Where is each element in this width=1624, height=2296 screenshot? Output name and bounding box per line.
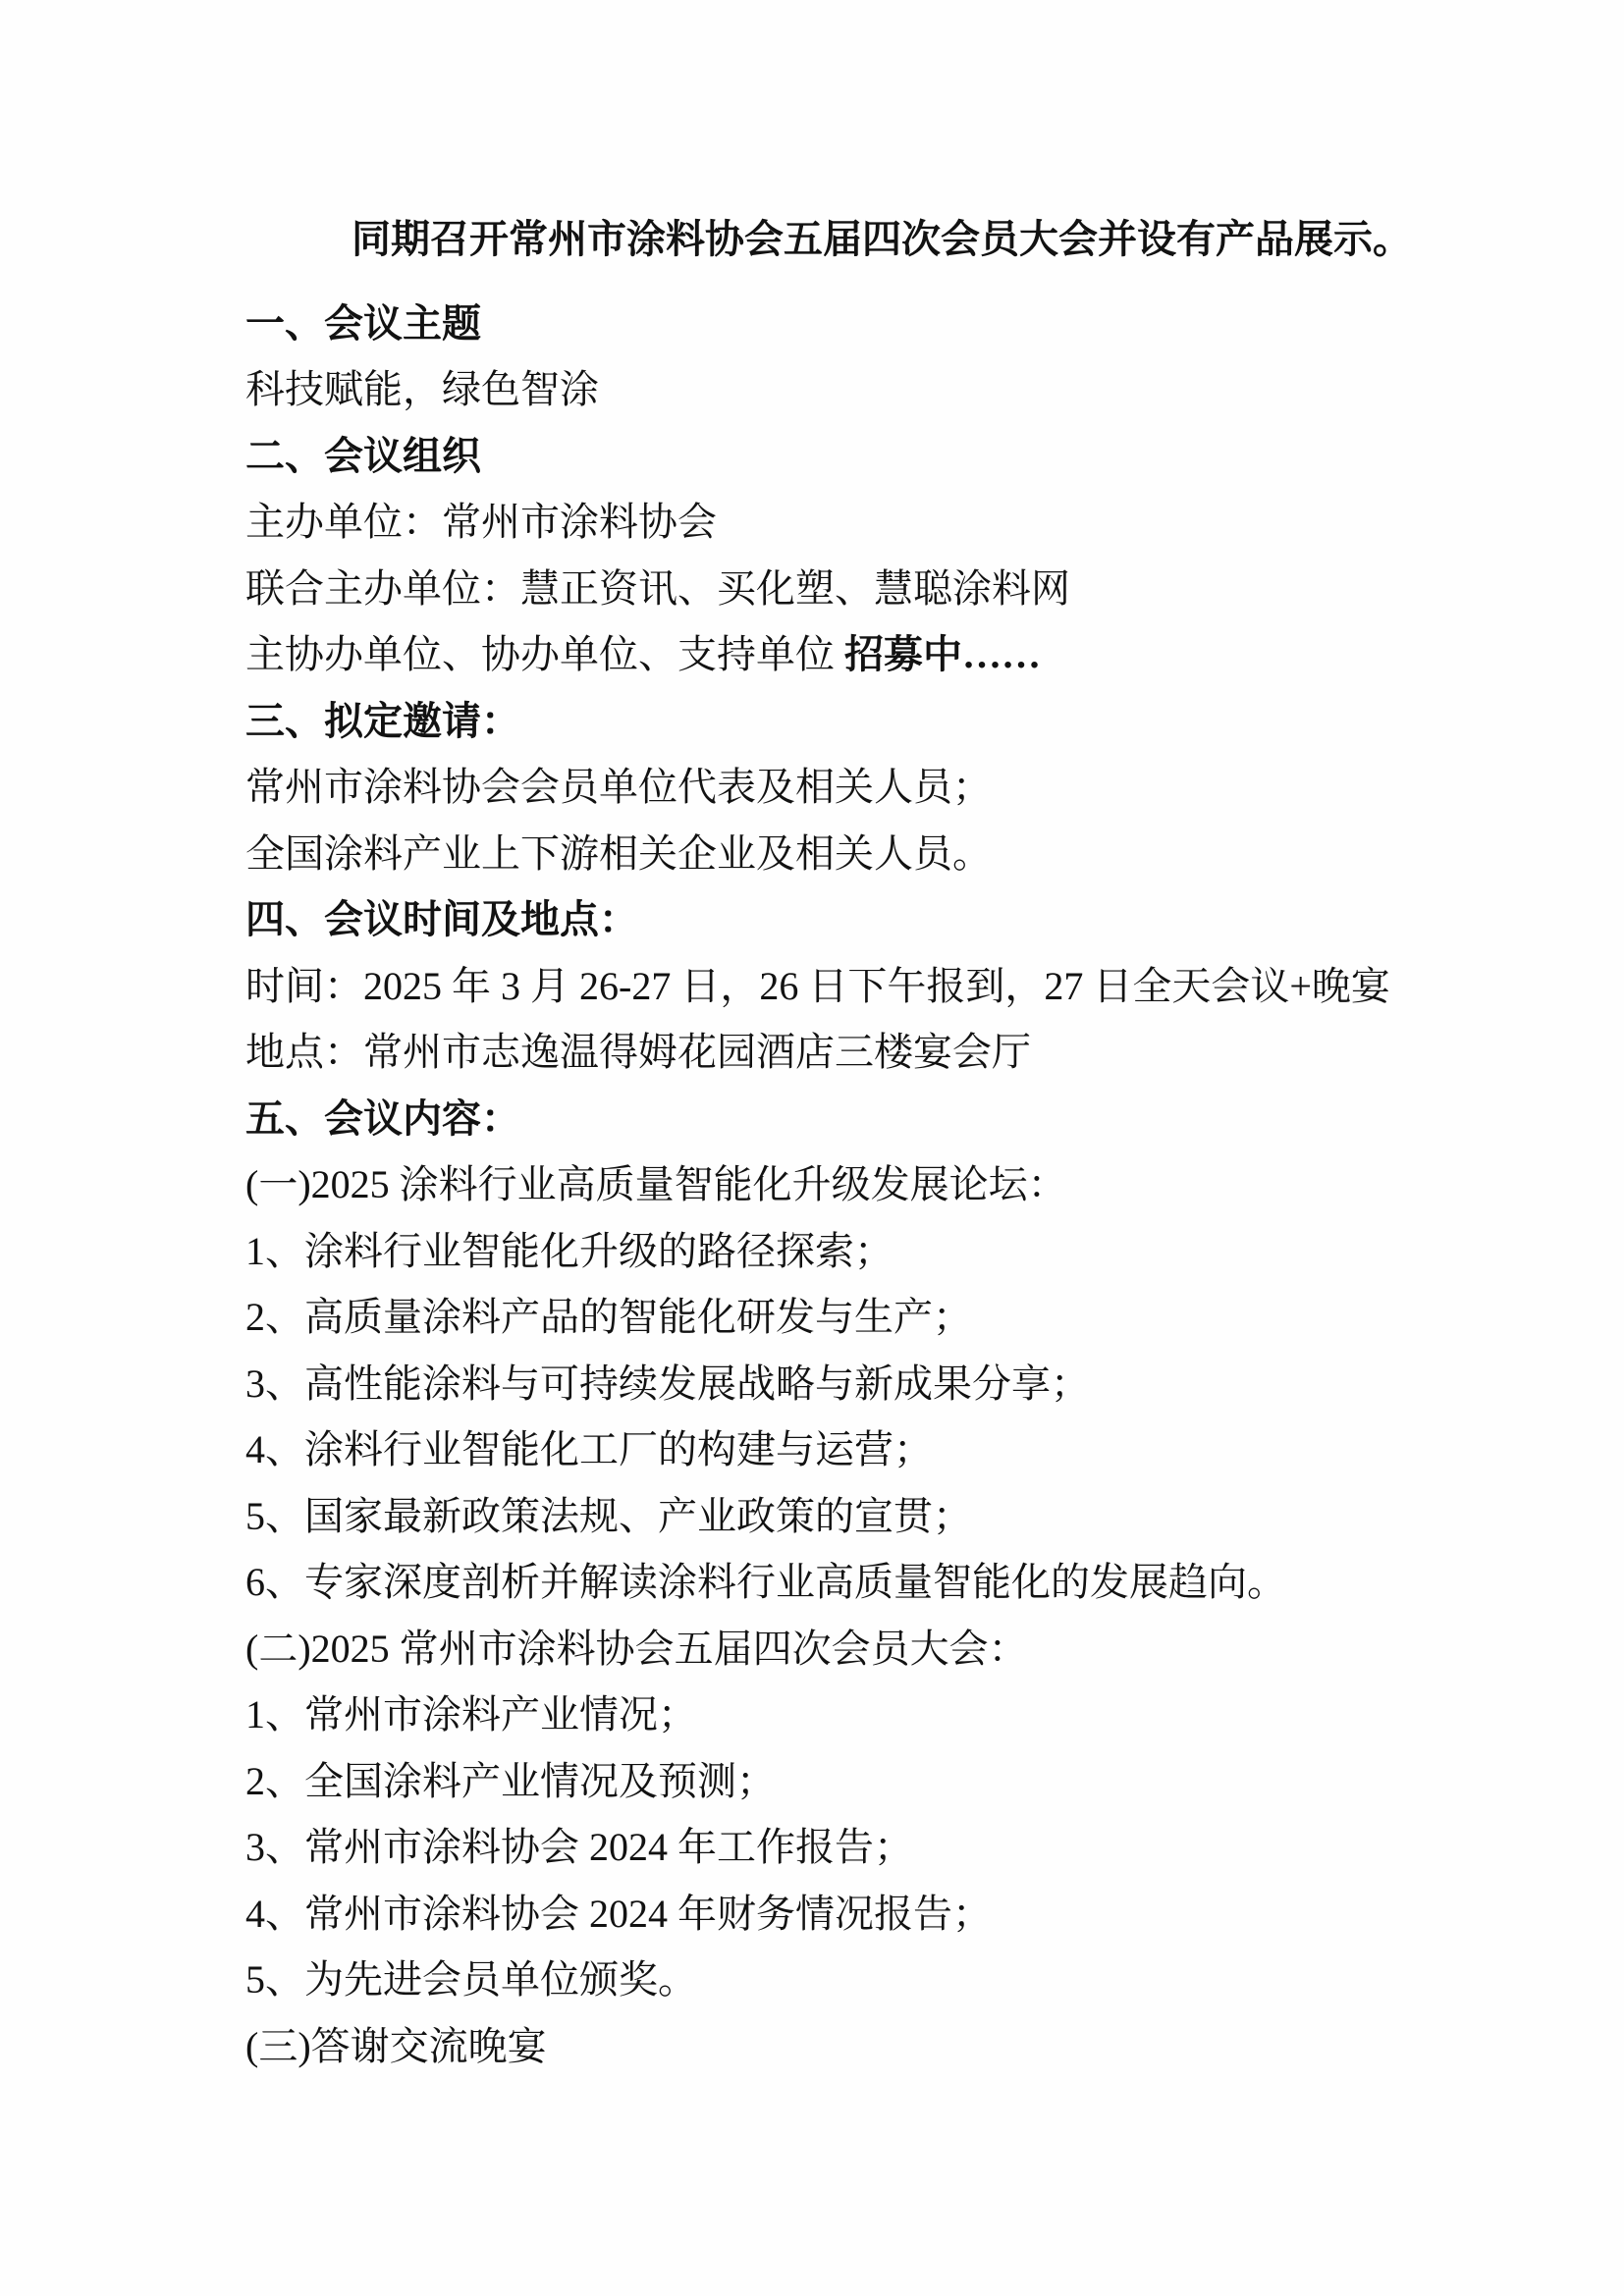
text-line-heading-4 bbox=[245, 886, 1483, 953]
text-run: 四、会议时间及地点： bbox=[245, 897, 638, 941]
text-run: 3、常州市涂料协会 2024 年工作报告； bbox=[245, 1825, 913, 1869]
text-line-heading-3 bbox=[245, 688, 1483, 755]
text-line-part-2-item-2 bbox=[245, 1748, 1483, 1815]
text-run: 二、会议组织 bbox=[245, 433, 481, 478]
text-run: (一)2025 涂料行业高质量智能化升级发展论坛： bbox=[245, 1162, 1067, 1206]
text-run: 时间：2025 年 3 月 26-27 日，26 日下午报到，27 日全天会议+晚宴 bbox=[245, 963, 1390, 1008]
text-run: 3、高性能涂料与可持续发展战略与新成果分享； bbox=[245, 1361, 1090, 1406]
text-line-joint-host-unit bbox=[245, 556, 1483, 622]
text-line-support-units bbox=[245, 621, 1483, 688]
text-line-heading-5 bbox=[245, 1086, 1483, 1152]
text-run: 招募中…… bbox=[844, 632, 1041, 676]
text-run: (三)答谢交流晚宴 bbox=[245, 2023, 547, 2068]
text-run: 5、国家最新政策法规、产业政策的宣贯； bbox=[245, 1493, 972, 1538]
text-run: 4、常州市涂料协会 2024 年财务情况报告； bbox=[245, 1891, 992, 1936]
text-run: 同期召开常州市涂料协会五届四次会员大会并设有产品展示。 bbox=[352, 217, 1412, 261]
text-run: 联合主办单位：慧正资讯、买化塑、慧聪涂料网 bbox=[245, 565, 1070, 611]
text-line-part-1-item-4 bbox=[245, 1416, 1483, 1483]
text-run: 5、为先进会员单位颁奖。 bbox=[245, 1957, 697, 2002]
text-run: 2、高质量涂料产品的智能化研发与生产； bbox=[245, 1295, 972, 1339]
text-line-part-2-item-4 bbox=[245, 1881, 1483, 1948]
text-line-part-1-item-1 bbox=[245, 1218, 1483, 1285]
text-run: 科技赋能，绿色智涂 bbox=[245, 367, 599, 411]
text-line-invitee-1 bbox=[245, 754, 1483, 821]
text-run: 2、全国涂料产业情况及预测； bbox=[245, 1758, 776, 1803]
text-line-part-2-item-1 bbox=[245, 1682, 1483, 1748]
text-run: 主办单位：常州市涂料协会 bbox=[245, 500, 717, 544]
text-run: 五、会议内容： bbox=[245, 1095, 520, 1141]
text-run: 1、涂料行业智能化升级的路径探索； bbox=[245, 1228, 893, 1273]
text-run: 地点：常州市志逸温得姆花园酒店三楼宴会厅 bbox=[245, 1030, 1031, 1074]
text-run: 一、会议主题 bbox=[245, 300, 481, 346]
text-run: 6、专家深度剖析并解读涂料行业高质量智能化的发展趋向。 bbox=[245, 1560, 1286, 1604]
text-line-heading-1 bbox=[245, 291, 1483, 357]
text-line-meeting-time bbox=[245, 953, 1483, 1020]
text-run: 4、涂料行业智能化工厂的构建与运营； bbox=[245, 1427, 933, 1471]
text-line-part-2-item-5 bbox=[245, 1947, 1483, 2013]
text-run: 主协办单位、协办单位、支持单位 bbox=[245, 632, 844, 676]
text-run: 1、常州市涂料产业情况； bbox=[245, 1692, 697, 1736]
text-line-part-1-item-3 bbox=[245, 1351, 1483, 1417]
document-body bbox=[245, 206, 1483, 2079]
text-line-part-2-title bbox=[245, 1616, 1483, 1682]
text-line-intro-paragraph bbox=[245, 206, 1483, 273]
text-line-part-1-item-6 bbox=[245, 1549, 1483, 1616]
text-line-heading-2 bbox=[245, 423, 1483, 490]
text-line-theme bbox=[245, 356, 1483, 423]
text-line-invitee-2 bbox=[245, 821, 1483, 887]
text-line-meeting-venue bbox=[245, 1019, 1483, 1086]
text-run: 常州市涂料协会会员单位代表及相关人员； bbox=[245, 765, 992, 809]
text-line-part-2-item-3 bbox=[245, 1814, 1483, 1881]
text-run: 三、拟定邀请： bbox=[245, 698, 520, 743]
text-line-part-1-item-5 bbox=[245, 1483, 1483, 1550]
text-line-part-1-item-2 bbox=[245, 1284, 1483, 1351]
text-line-part-3-title bbox=[245, 2013, 1483, 2080]
text-run: 全国涂料产业上下游相关企业及相关人员。 bbox=[245, 830, 992, 876]
text-line-host-unit bbox=[245, 489, 1483, 556]
text-run: (二)2025 常州市涂料协会五届四次会员大会： bbox=[245, 1626, 1028, 1671]
text-line-part-1-title bbox=[245, 1151, 1483, 1218]
